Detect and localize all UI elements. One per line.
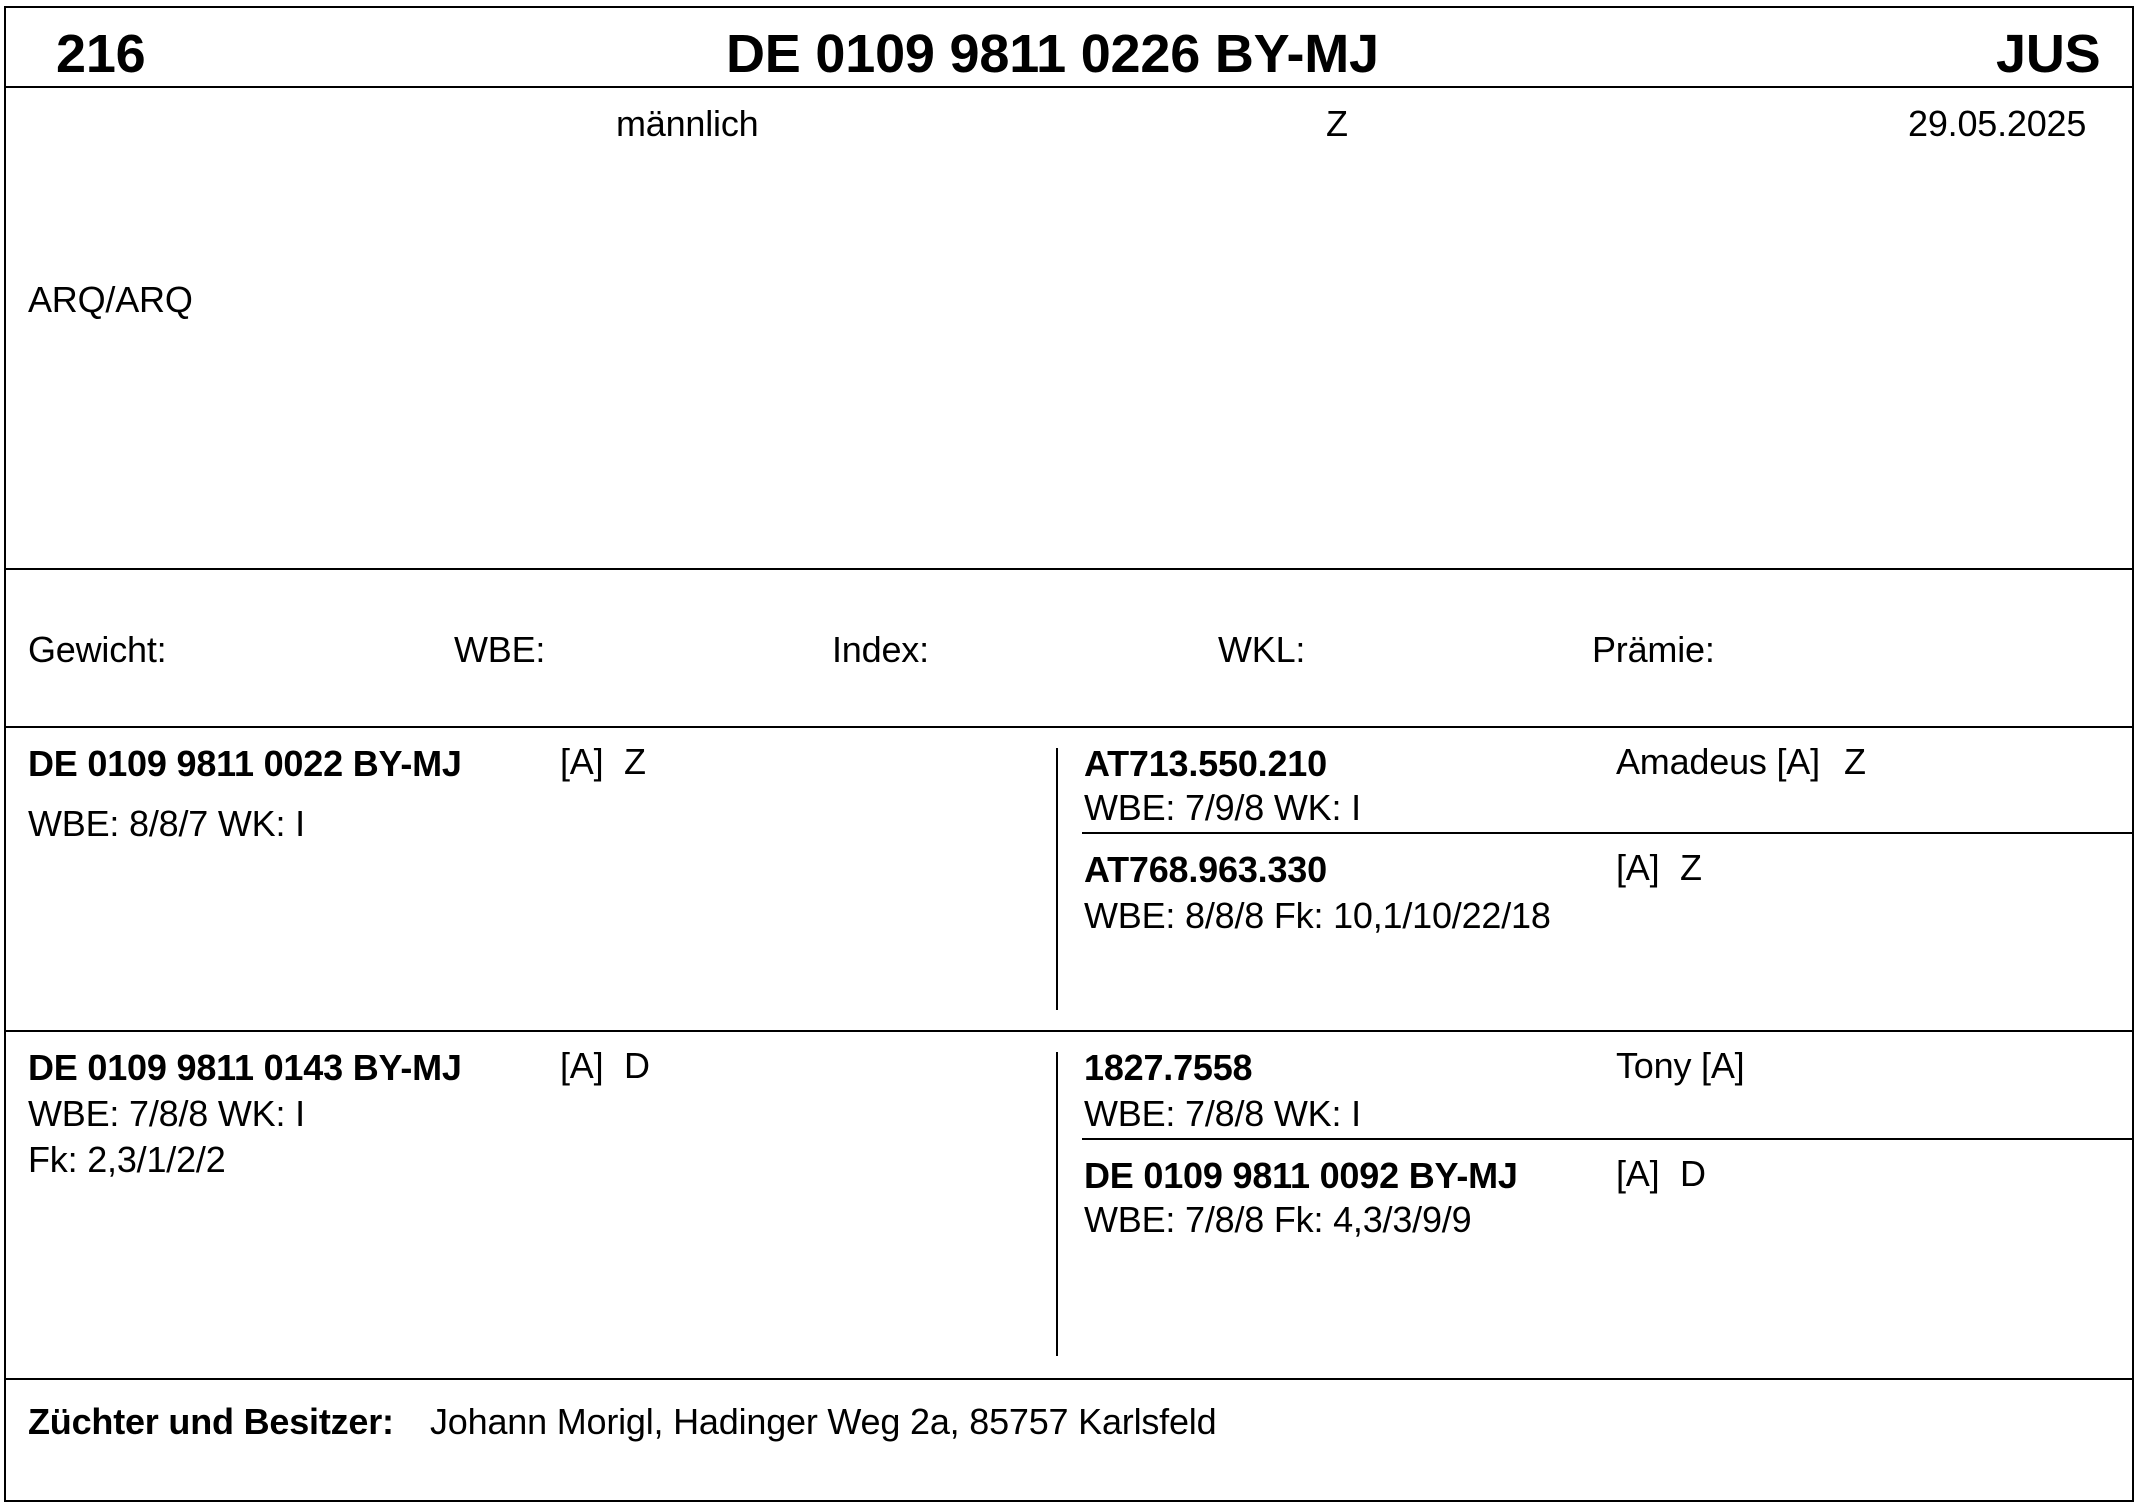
owner-label: Züchter und Besitzer: <box>28 1401 394 1442</box>
dam-dam-tag: [A] <box>1616 1153 1660 1194</box>
dam-dam-mark: D <box>1680 1153 1706 1194</box>
sire-block-divider <box>6 1030 2132 1032</box>
dam-dam-performance: WBE: 7/8/8 Fk: 4,3/3/9/9 <box>1084 1199 1472 1240</box>
sire-dam-tag: [A] <box>1616 847 1660 888</box>
header-divider <box>6 86 2132 88</box>
sire-tag: [A] <box>560 741 604 782</box>
sire-sire-id: AT713.550.210 <box>1084 743 1327 784</box>
dam-block-divider <box>6 1378 2132 1380</box>
praemie-label: Prämie: <box>1592 629 1715 670</box>
wkl-label: WKL: <box>1218 629 1306 670</box>
dam-fk: Fk: 2,3/1/2/2 <box>28 1139 226 1180</box>
sire-performance: WBE: 8/8/7 WK: I <box>28 803 305 844</box>
sire-dam-id: AT768.963.330 <box>1084 849 1327 890</box>
breed-code: JUS <box>1996 24 2101 84</box>
dam-sire-performance: WBE: 7/8/8 WK: I <box>1084 1093 1361 1134</box>
animal-id: DE 0109 9811 0226 BY-MJ <box>726 24 1379 84</box>
sire-sire-performance: WBE: 7/9/8 WK: I <box>1084 787 1361 828</box>
sire-sire-mark: Z <box>1844 741 1866 782</box>
sex-value: männlich <box>616 103 759 144</box>
dam-performance: WBE: 7/8/8 WK: I <box>28 1093 305 1134</box>
fields-divider <box>6 726 2132 728</box>
breeding-mark: Z <box>1326 103 1348 144</box>
dam-sire-id: 1827.7558 <box>1084 1047 1253 1088</box>
sire-sire-name: Amadeus [A] <box>1616 741 1820 782</box>
sire-dam-mark: Z <box>1680 847 1702 888</box>
index-label: Index: <box>832 629 929 670</box>
sire-dam-performance: WBE: 8/8/8 Fk: 10,1/10/22/18 <box>1084 895 1551 936</box>
birth-date: 29.05.2025 <box>1908 103 2087 144</box>
pedigree-card <box>4 6 2134 1502</box>
sire-id: DE 0109 9811 0022 BY-MJ <box>28 743 462 784</box>
sire-grandparents-divider <box>1082 832 2132 834</box>
dam-id: DE 0109 9811 0143 BY-MJ <box>28 1047 462 1088</box>
sire-mark: Z <box>624 741 646 782</box>
weight-label: Gewicht: <box>28 629 167 670</box>
dam-dam-id: DE 0109 9811 0092 BY-MJ <box>1084 1155 1518 1196</box>
dam-tag: [A] <box>560 1045 604 1086</box>
catalog-number: 216 <box>56 24 146 84</box>
sire-divider-vertical <box>1056 748 1058 1010</box>
dam-mark: D <box>624 1045 650 1086</box>
wbe-label: WBE: <box>454 629 546 670</box>
info-divider <box>6 568 2132 570</box>
genotype: ARQ/ARQ <box>28 279 193 320</box>
dam-grandparents-divider <box>1082 1138 2132 1140</box>
dam-sire-name: Tony [A] <box>1616 1045 1745 1086</box>
owner-value: Johann Morigl, Hadinger Weg 2a, 85757 Karlsfeld <box>430 1401 1217 1442</box>
dam-divider-vertical <box>1056 1052 1058 1356</box>
